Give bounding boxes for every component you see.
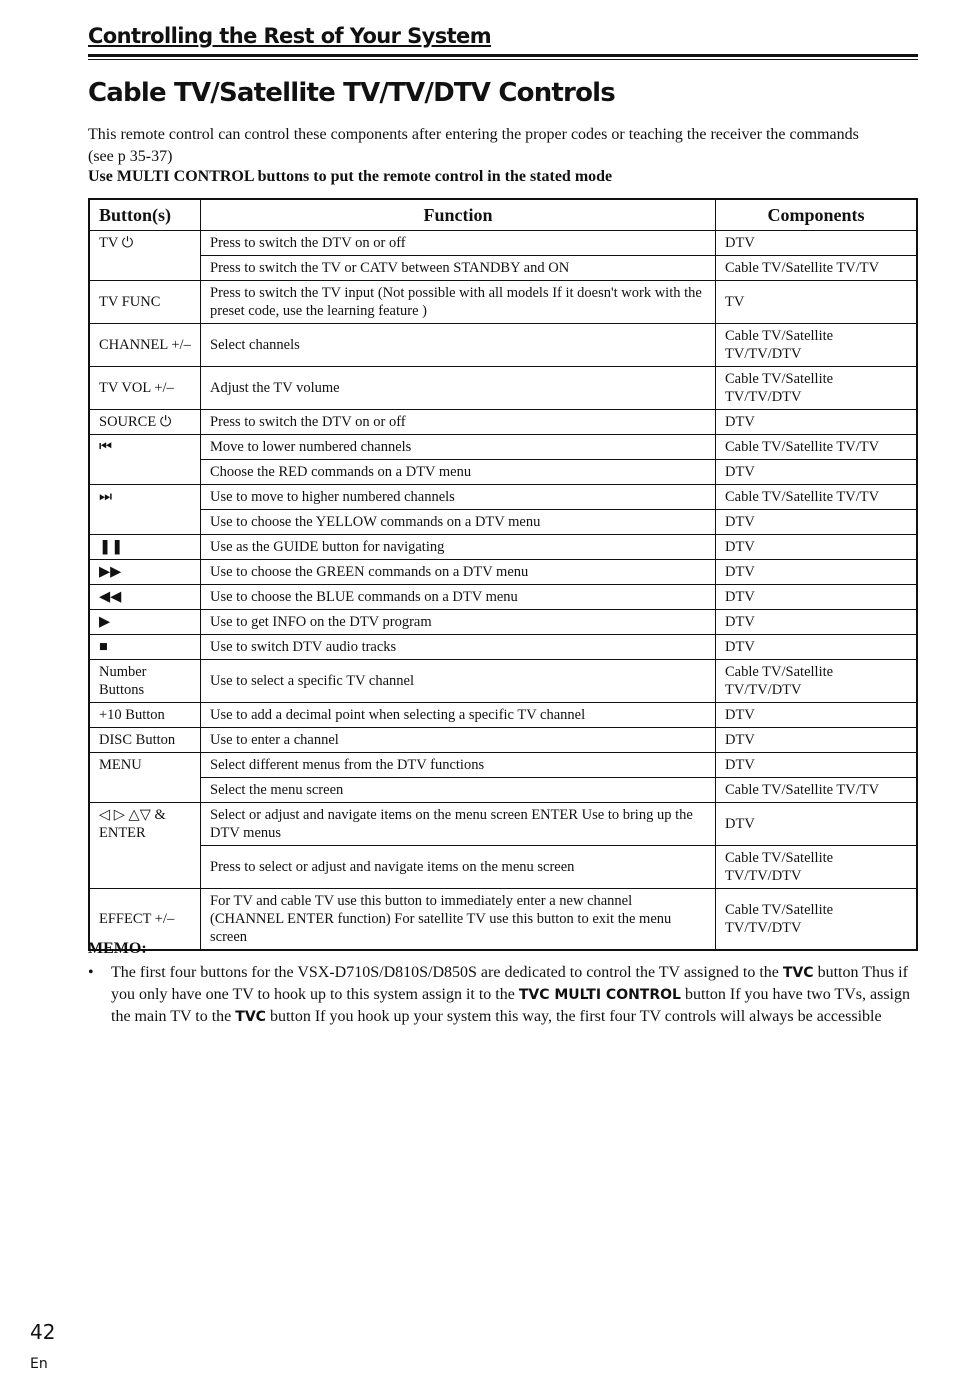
memo-text-part: button If you hook up your system this way, the first four TV controls will always be accessible bbox=[269, 1008, 882, 1025]
table-row bbox=[89, 778, 917, 803]
component-cell: Cable TV/Satellite TV/TV/DTV bbox=[716, 324, 918, 367]
page-language: En bbox=[30, 1356, 48, 1372]
memo-tvc-label: TVC bbox=[235, 1009, 266, 1025]
function-cell: Select the menu screen bbox=[201, 778, 716, 803]
button-cell: ◁ ▷ △▽ & ENTER bbox=[89, 803, 201, 889]
function-cell: Press to switch the DTV on or off bbox=[201, 410, 716, 435]
table-row bbox=[89, 367, 917, 410]
table-row bbox=[89, 231, 917, 256]
button-cell: TV FUNC bbox=[89, 281, 201, 324]
memo-text-part: button Thus if you only have one TV to hook up to this system assign it to the bbox=[111, 964, 908, 1003]
component-cell: DTV bbox=[716, 231, 918, 256]
function-cell: Use to get INFO on the DTV program bbox=[201, 610, 716, 635]
component-cell: Cable TV/Satellite TV/TV bbox=[716, 435, 918, 460]
table-row bbox=[89, 803, 917, 846]
component-cell: TV bbox=[716, 281, 918, 324]
component-cell: Cable TV/Satellite TV/TV/DTV bbox=[716, 889, 918, 951]
memo-tvc-label: TVC bbox=[782, 965, 814, 981]
function-cell: Use to add a decimal point when selecting a specific TV channel bbox=[201, 703, 716, 728]
table-row bbox=[89, 535, 917, 560]
table-body bbox=[89, 231, 917, 951]
controls-table bbox=[88, 198, 918, 951]
button-cell: Number Buttons bbox=[89, 660, 201, 703]
table-row bbox=[89, 753, 917, 778]
table-row bbox=[89, 585, 917, 610]
table-row bbox=[89, 660, 917, 703]
button-cell: ⏮ bbox=[89, 435, 201, 485]
instruction-text: Use MULTI CONTROL buttons to put the remote control in the stated mode bbox=[88, 168, 613, 185]
page-number: 42 bbox=[30, 1320, 56, 1344]
table-header-row bbox=[89, 199, 917, 231]
table-row bbox=[89, 460, 917, 485]
function-cell: For TV and cable TV use this button to immediately enter a new channel (CHANNEL ENTER function) For satellite TV use this button to exit the menu screen bbox=[201, 889, 716, 951]
button-cell: +10 Button bbox=[89, 703, 201, 728]
function-cell: Use as the GUIDE button for navigating bbox=[201, 535, 716, 560]
function-cell: Select different menus from the DTV functions bbox=[201, 753, 716, 778]
component-cell: Cable TV/Satellite TV/TV/DTV bbox=[716, 660, 918, 703]
component-cell: DTV bbox=[716, 635, 918, 660]
table-row bbox=[89, 324, 917, 367]
memo-text-part: button If you have two TVs, assign the main TV to the bbox=[111, 986, 910, 1025]
button-cell: SOURCE ⏻ bbox=[89, 410, 201, 435]
function-cell: Select channels bbox=[201, 324, 716, 367]
table-row bbox=[89, 256, 917, 281]
table-row bbox=[89, 703, 917, 728]
component-cell: DTV bbox=[716, 560, 918, 585]
table-row bbox=[89, 846, 917, 889]
table-row bbox=[89, 281, 917, 324]
component-cell: DTV bbox=[716, 460, 918, 485]
function-cell: Choose the RED commands on a DTV menu bbox=[201, 460, 716, 485]
component-cell: Cable TV/Satellite TV/TV/DTV bbox=[716, 367, 918, 410]
memo-tvc-multi-label: TVC MULTI CONTROL bbox=[518, 987, 681, 1003]
table-row bbox=[89, 560, 917, 585]
component-cell: Cable TV/Satellite TV/TV bbox=[716, 485, 918, 510]
header-rule-thin bbox=[88, 59, 918, 60]
header-components: Components bbox=[716, 199, 918, 231]
function-cell: Press to select or adjust and navigate items on the menu screen bbox=[201, 846, 716, 889]
table-row bbox=[89, 610, 917, 635]
component-cell: DTV bbox=[716, 410, 918, 435]
function-cell: Use to enter a channel bbox=[201, 728, 716, 753]
table-row bbox=[89, 635, 917, 660]
table-row bbox=[89, 728, 917, 753]
function-cell: Press to switch the TV or CATV between STANDBY and ON bbox=[201, 256, 716, 281]
function-cell: Use to move to higher numbered channels bbox=[201, 485, 716, 510]
header-buttons: Button(s) bbox=[89, 199, 201, 231]
function-cell: Adjust the TV volume bbox=[201, 367, 716, 410]
function-cell: Press to switch the TV input (Not possible with all models If it doesn't work with the preset code, use the learning feature ) bbox=[201, 281, 716, 324]
header-rule bbox=[88, 54, 918, 57]
component-cell: DTV bbox=[716, 610, 918, 635]
button-cell: ◀◀ bbox=[89, 585, 201, 610]
function-cell: Press to switch the DTV on or off bbox=[201, 231, 716, 256]
component-cell: DTV bbox=[716, 703, 918, 728]
intro-paragraph: This remote control can control these components after entering the proper codes or teaching the receiver the commands (see p 35-37) bbox=[88, 126, 859, 165]
component-cell: DTV bbox=[716, 510, 918, 535]
component-cell: Cable TV/Satellite TV/TV/DTV bbox=[716, 846, 918, 889]
table-row bbox=[89, 510, 917, 535]
function-cell: Use to choose the YELLOW commands on a DTV menu bbox=[201, 510, 716, 535]
button-cell: ▶ bbox=[89, 610, 201, 635]
table-row bbox=[89, 485, 917, 510]
component-cell: Cable TV/Satellite TV/TV bbox=[716, 778, 918, 803]
table-row bbox=[89, 410, 917, 435]
button-cell: ▶▶ bbox=[89, 560, 201, 585]
memo-text-part: The first four buttons for the VSX-D710S/D810S/D850S are dedicated to control the TV assigned to the bbox=[111, 964, 779, 981]
button-cell: DISC Button bbox=[89, 728, 201, 753]
button-cell: ■ bbox=[89, 635, 201, 660]
button-cell: MENU bbox=[89, 753, 201, 803]
button-cell: TV VOL +/– bbox=[89, 367, 201, 410]
function-cell: Move to lower numbered channels bbox=[201, 435, 716, 460]
page-title: Cable TV/Satellite TV/TV/DTV Controls bbox=[88, 78, 615, 108]
component-cell: DTV bbox=[716, 728, 918, 753]
component-cell: DTV bbox=[716, 753, 918, 778]
section-title: Controlling the Rest of Your System bbox=[88, 24, 491, 48]
component-cell: DTV bbox=[716, 585, 918, 610]
button-cell: EFFECT +/– bbox=[89, 889, 201, 951]
function-cell: Use to choose the BLUE commands on a DTV menu bbox=[201, 585, 716, 610]
component-cell: Cable TV/Satellite TV/TV bbox=[716, 256, 918, 281]
component-cell: DTV bbox=[716, 803, 918, 846]
button-cell: ❚❚ bbox=[89, 535, 201, 560]
button-cell: TV ⏻ bbox=[89, 231, 201, 281]
button-cell: CHANNEL +/– bbox=[89, 324, 201, 367]
table-row bbox=[89, 435, 917, 460]
function-cell: Use to select a specific TV channel bbox=[201, 660, 716, 703]
memo-text bbox=[111, 962, 918, 1028]
component-cell: DTV bbox=[716, 535, 918, 560]
memo-item bbox=[88, 962, 918, 1028]
table-row bbox=[89, 889, 917, 951]
function-cell: Use to switch DTV audio tracks bbox=[201, 635, 716, 660]
function-cell: Select or adjust and navigate items on the menu screen ENTER Use to bring up the DTV menus bbox=[201, 803, 716, 846]
function-cell: Use to choose the GREEN commands on a DTV menu bbox=[201, 560, 716, 585]
memo-title: MEMO: bbox=[88, 940, 147, 957]
button-cell: ⏭ bbox=[89, 485, 201, 535]
header-function: Function bbox=[201, 199, 716, 231]
memo-bullet: • bbox=[88, 964, 94, 981]
